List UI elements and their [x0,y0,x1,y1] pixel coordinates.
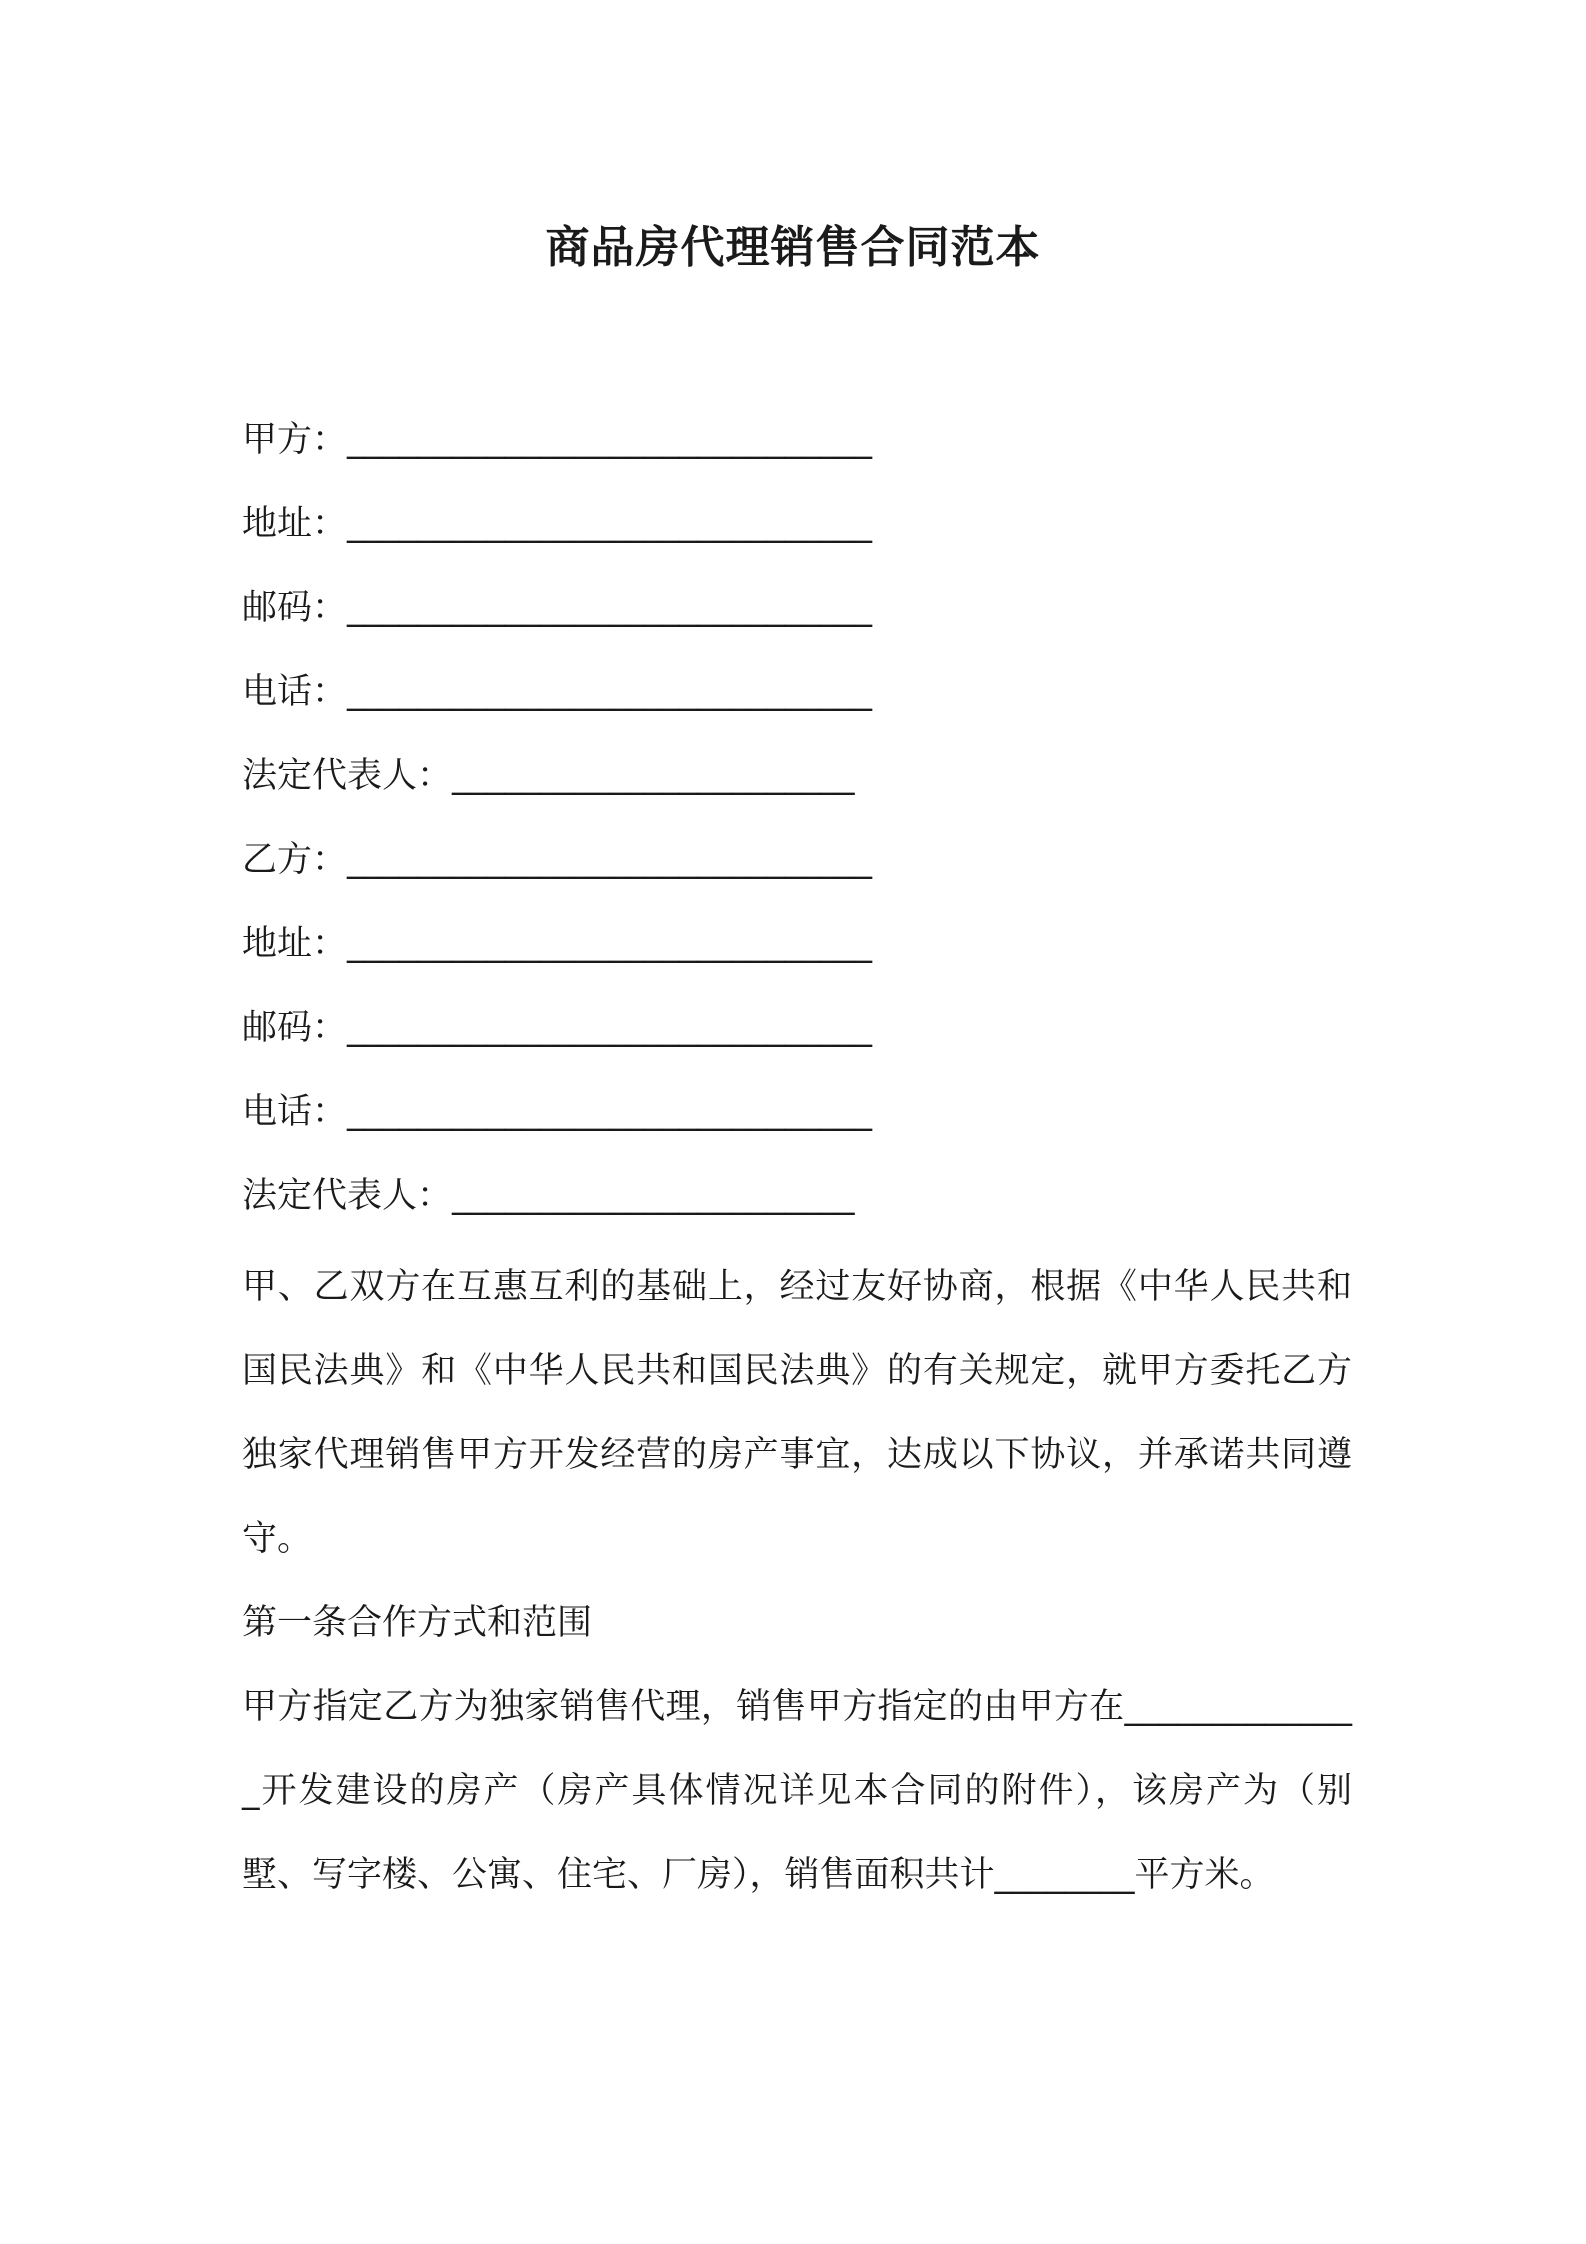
field-blank: ______________________________ [347,1008,873,1048]
field-label: 法定代表人： [242,756,453,796]
party-b-address-field [242,914,1362,998]
contract-body [242,1245,1352,1917]
article-1-paragraph: 甲方指定乙方为独家销售代理，销售甲方指定的由甲方在______________开发建设的房产（房产具体情况详见本合同的附件），该房产为（别墅、写字楼、公寓、住宅、厂房），销售面积共计________平方米。 [242,1687,1352,1895]
party-a-phone-field [242,662,1362,746]
field-blank: ______________________________ [347,840,873,880]
party-a-representative-field [242,746,1362,830]
party-b-postcode-field [242,998,1362,1082]
field-label: 甲方： [242,420,348,460]
field-label: 地址： [242,504,348,544]
party-a-name-field [242,410,1362,494]
field-blank: ______________________________ [347,504,873,544]
field-blank: ______________________________ [347,420,873,460]
field-label: 乙方： [242,840,348,880]
party-b-phone-field [242,1082,1362,1166]
field-label: 法定代表人： [242,1176,453,1216]
party-b-name-field [242,830,1362,914]
field-blank: ______________________________ [347,588,873,628]
party-a-postcode-field [242,578,1362,662]
party-b-representative-field [242,1166,1362,1250]
field-blank: ______________________________ [347,672,873,712]
field-label: 邮码： [242,1008,348,1048]
preamble-paragraph: 甲、乙双方在互惠互利的基础上，经过友好协商，根据《中华人民共和国民法典》和《中华人民共和国民法典》的有关规定，就甲方委托乙方独家代理销售甲方开发经营的房产事宜，达成以下协议，并承诺共同遵守。 [242,1267,1352,1559]
field-label: 电话： [242,1092,348,1132]
party-a-address-field [242,494,1362,578]
field-label: 电话： [242,672,348,712]
document-title: 商品房代理销售合同范本 [545,222,1041,273]
field-label: 地址： [242,924,348,964]
field-blank: ______________________________ [347,1092,873,1132]
field-blank: _______________________ [452,756,855,796]
party-fields [242,410,1362,1250]
article-1-heading: 第一条合作方式和范围 [242,1603,593,1643]
field-blank: _______________________ [452,1176,855,1216]
field-label: 邮码： [242,588,348,628]
field-blank: ______________________________ [347,924,873,964]
